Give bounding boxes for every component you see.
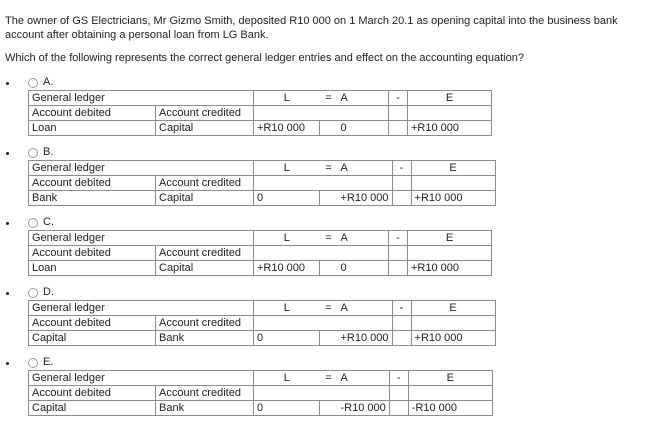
option-letter: C.: [43, 216, 54, 228]
account-credited-header: Account credited: [156, 386, 254, 401]
assets-value: 0: [338, 121, 389, 136]
equity-header: E: [411, 161, 495, 176]
account-credited-value: Capital: [156, 191, 254, 206]
equity-header: E: [411, 301, 495, 316]
liabilities-value: +R10 000: [254, 261, 320, 276]
general-ledger-label: General ledger: [29, 371, 156, 386]
account-credited-value: Capital: [156, 121, 254, 136]
assets-value: +R10 000: [338, 191, 393, 206]
equals-sign: =: [320, 161, 338, 176]
equity-header: E: [408, 231, 492, 246]
liabilities-header: L: [254, 301, 320, 316]
assets-header: A: [338, 301, 393, 316]
assets-value: +R10 000: [338, 331, 393, 346]
account-credited-value: Capital: [156, 261, 254, 276]
equity-header: E: [408, 371, 492, 386]
option-a: [0, 75, 646, 141]
account-debited-value: Bank: [29, 191, 156, 206]
assets-value: -R10 000: [338, 401, 390, 416]
option-letter: B.: [43, 146, 54, 158]
bullet-icon: [6, 82, 9, 85]
equity-value: +R10 000: [408, 261, 492, 276]
bullet-icon: [6, 152, 9, 155]
assets-header: A: [338, 91, 389, 106]
account-debited-value: Capital: [29, 401, 156, 416]
equals-sign: =: [320, 91, 338, 106]
assets-header: A: [338, 231, 389, 246]
option-letter: E.: [43, 356, 54, 368]
account-debited-value: Loan: [29, 121, 156, 136]
account-debited-value: Capital: [29, 331, 156, 346]
radio-option-a[interactable]: [28, 78, 38, 88]
option-d: [0, 285, 646, 351]
account-debited-header: Account debited: [29, 246, 156, 261]
question-line-2: account after obtaining a personal loan from LG Bank.: [5, 29, 269, 41]
minus-sign: -: [392, 161, 411, 176]
option-letter: D.: [43, 286, 54, 298]
question-line-1: The owner of GS Electricians, Mr Gizmo Smith, deposited R10 000 on 1 March 20.1 as opening capital into the business bank: [5, 15, 618, 27]
bullet-icon: [6, 222, 9, 225]
equity-value: +R10 000: [411, 191, 495, 206]
account-debited-header: Account debited: [29, 316, 156, 331]
bullet-icon: [6, 292, 9, 295]
account-debited-header: Account debited: [29, 386, 156, 401]
equals-sign: =: [320, 371, 338, 386]
assets-header: A: [338, 161, 393, 176]
ledger-table: [28, 300, 496, 346]
minus-sign: -: [392, 301, 411, 316]
account-credited-value: Bank: [156, 331, 254, 346]
liabilities-header: L: [254, 161, 320, 176]
liabilities-header: L: [254, 371, 320, 386]
minus-sign: -: [389, 371, 408, 386]
account-debited-header: Account debited: [29, 176, 156, 191]
radio-option-c[interactable]: [28, 218, 38, 228]
bullet-icon: [6, 362, 9, 365]
liabilities-header: L: [254, 231, 320, 246]
option-letter: A.: [43, 76, 54, 88]
assets-value: 0: [338, 261, 389, 276]
liabilities-value: +R10 000: [254, 121, 320, 136]
liabilities-value: 0: [254, 401, 320, 416]
ledger-table: [28, 90, 492, 136]
ledger-table: [28, 370, 493, 416]
assets-header: A: [338, 371, 390, 386]
option-c: [0, 215, 646, 281]
ledger-table: [28, 230, 492, 276]
general-ledger-label: General ledger: [29, 301, 156, 316]
account-debited-header: Account debited: [29, 106, 156, 121]
account-debited-value: Loan: [29, 261, 156, 276]
minus-sign: -: [389, 91, 408, 106]
minus-sign: -: [389, 231, 408, 246]
option-b: [0, 145, 646, 211]
ledger-table: [28, 160, 496, 206]
general-ledger-label: General ledger: [29, 161, 156, 176]
liabilities-value: 0: [254, 191, 320, 206]
account-credited-header: Account credited: [156, 316, 254, 331]
general-ledger-label: General ledger: [29, 231, 156, 246]
account-credited-header: Account credited: [156, 106, 254, 121]
question-prompt: Which of the following represents the correct general ledger entries and effect on the accounting equation?: [5, 52, 524, 64]
radio-option-b[interactable]: [28, 148, 38, 158]
radio-option-e[interactable]: [28, 358, 38, 368]
account-credited-header: Account credited: [156, 246, 254, 261]
general-ledger-label: General ledger: [29, 91, 156, 106]
equity-value: -R10 000: [408, 401, 492, 416]
equity-value: +R10 000: [411, 331, 495, 346]
equity-value: +R10 000: [408, 121, 492, 136]
liabilities-value: 0: [254, 331, 320, 346]
option-e: [0, 355, 646, 421]
question-text: [5, 14, 635, 65]
equity-header: E: [408, 91, 492, 106]
account-credited-value: Bank: [156, 401, 254, 416]
equals-sign: =: [320, 301, 338, 316]
liabilities-header: L: [254, 91, 320, 106]
radio-option-d[interactable]: [28, 288, 38, 298]
account-credited-header: Account credited: [156, 176, 254, 191]
equals-sign: =: [320, 231, 338, 246]
